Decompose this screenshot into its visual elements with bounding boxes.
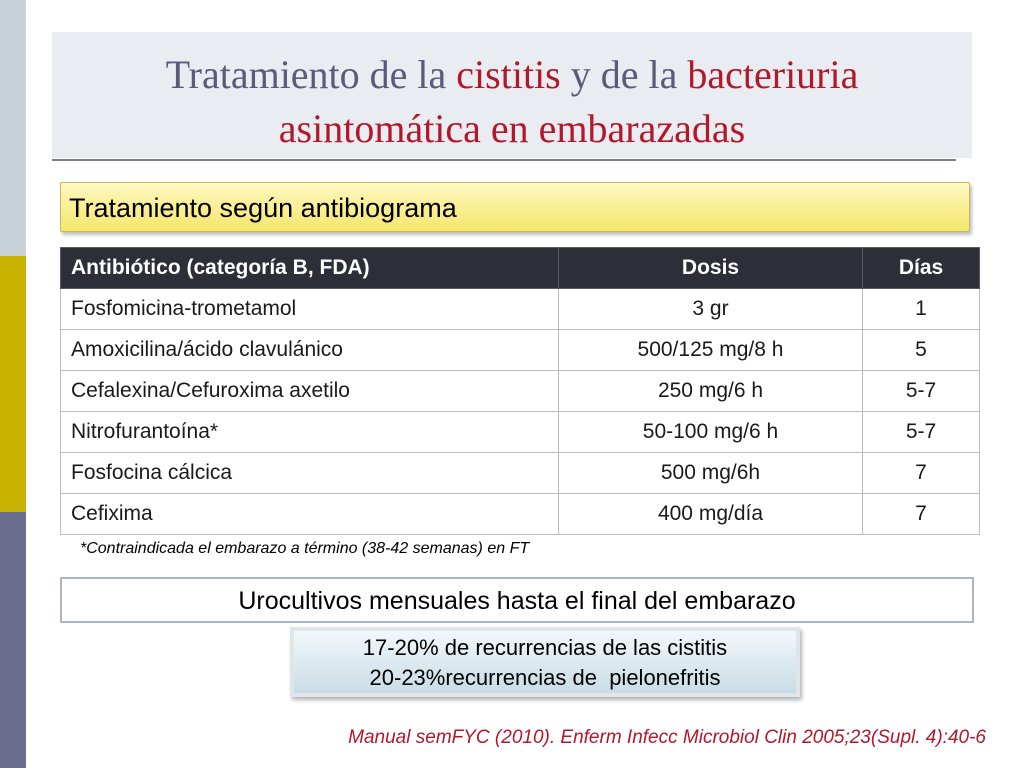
table-row [61,412,980,453]
title-word-bacteriuria: bacteriuria [687,52,859,97]
cell-dose: 3 gr [559,289,863,330]
table-row [61,494,980,535]
cell-days: 5 [863,330,980,371]
citation: Manual semFYC (2010). Enferm Infecc Microbiol Clin 2005;23(Supl. 4):40-6 [348,727,986,748]
cell-dose: 500/125 mg/8 h [559,330,863,371]
cell-antibiotic: Amoxicilina/ácido clavulánico [61,330,559,371]
title-word-cistitis: cistitis [456,52,561,97]
recurrences-line-1: 17-20% de recurrencias de las cistitis [362,635,728,660]
cell-antibiotic: Cefixima [61,494,559,535]
left-stripe-top [0,0,26,256]
slide-title [52,48,972,156]
antibiogram-banner: Tratamiento según antibiograma [60,182,970,232]
cell-days: 1 [863,289,980,330]
table-header-row [61,248,980,289]
header-antibiotic: Antibiótico (categoría B, FDA) [61,248,559,289]
cell-days: 7 [863,494,980,535]
title-part-1: Tratamiento de la [165,52,457,97]
urocultivos-box: Urocultivos mensuales hasta el final del embarazo [60,577,974,623]
cell-days: 7 [863,453,980,494]
cell-days: 5-7 [863,412,980,453]
table-row [61,453,980,494]
recurrences-box [290,627,800,697]
table-row [61,289,980,330]
cell-dose: 250 mg/6 h [559,371,863,412]
title-divider [52,159,956,161]
cell-antibiotic: Cefalexina/Cefuroxima axetilo [61,371,559,412]
antibiotic-table [60,247,980,535]
cell-antibiotic: Nitrofurantoína* [61,412,559,453]
table-row [61,371,980,412]
cell-antibiotic: Fosfocina cálcica [61,453,559,494]
cell-days: 5-7 [863,371,980,412]
title-part-3: y de la [560,52,688,97]
cell-dose: 400 mg/día [559,494,863,535]
table-row [61,330,980,371]
cell-dose: 50-100 mg/6 h [559,412,863,453]
cell-dose: 500 mg/6h [559,453,863,494]
table-footnote: *Contraindicada el embarazo a término (38-42 semanas) en FT [80,540,530,557]
title-part-5: asintomática en embarazadas [278,106,746,151]
left-stripe-middle [0,256,26,512]
header-dose: Dosis [559,248,863,289]
left-stripe-bottom [0,512,26,768]
recurrences-line-2: 20-23%recurrencias de pielonefritis [369,665,721,690]
cell-antibiotic: Fosfomicina-trometamol [61,289,559,330]
header-days: Días [863,248,980,289]
